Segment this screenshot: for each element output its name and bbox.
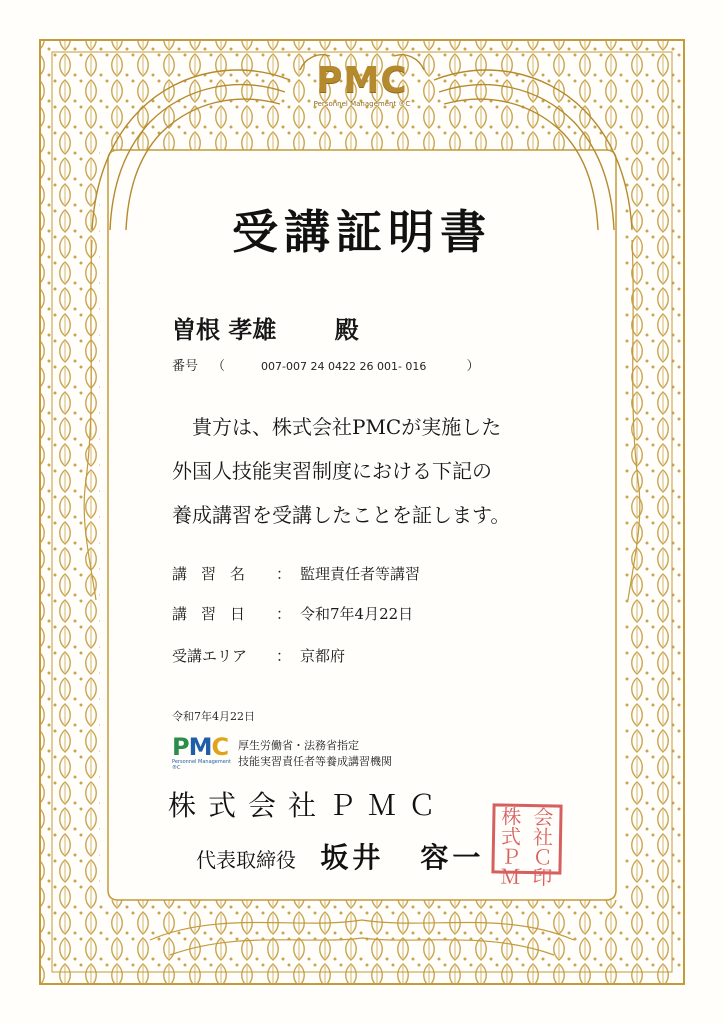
recipient-name: 曽根 孝雄: [172, 315, 277, 344]
authorization-line-2: 技能実習責任者等養成講習機関: [238, 755, 392, 768]
issuer-logo-c: C: [211, 733, 229, 761]
course-name-value: 監理責任者等講習: [300, 565, 421, 583]
body-line-2: 外国人技能実習制度における下記の: [172, 459, 492, 483]
body-line-1: 貴方は、株式会社PMCが実施した: [192, 415, 502, 439]
course-name-label: 講習名: [172, 565, 260, 583]
certificate-number-close: ）: [466, 359, 480, 374]
header-logo-subtitle: Personnel Management ®C: [313, 100, 411, 108]
area-label: 受講エリア: [172, 647, 248, 665]
course-date-row: [172, 603, 413, 624]
course-name-colon: ：: [276, 565, 292, 583]
representative-given-name: 容一: [420, 841, 485, 874]
certificate-number-label: 番号: [172, 359, 199, 374]
issuer-logo: [172, 733, 232, 771]
area-row: [172, 645, 345, 666]
certificate-body: [172, 405, 572, 537]
area-colon: ：: [276, 647, 292, 665]
representative-title: 代表取締役: [196, 848, 296, 872]
body-line-3: 養成講習を受講したことを証します。: [172, 503, 511, 527]
certificate-number-open: （: [212, 359, 226, 374]
representative: [196, 836, 484, 876]
course-date-value: 令和7年4月22日: [300, 605, 414, 623]
certificate-title: 受講証明書: [232, 205, 492, 259]
certificate-number-value: 007-007 24 0422 26 001- 016: [261, 360, 427, 373]
issuer-logo-subtitle: Personnel Management ®C: [172, 759, 231, 771]
issuer-logo-m: M: [188, 733, 212, 761]
issuer-logo-mark: [172, 735, 232, 759]
course-date-label: 講習日: [172, 605, 260, 623]
certificate-number: [172, 355, 479, 374]
representative-name: [320, 841, 484, 874]
area-value: 京都府: [300, 647, 346, 665]
issue-date: 令和7年4月22日: [172, 710, 255, 723]
recipient-line: [172, 310, 359, 345]
company-seal: [491, 803, 562, 890]
seal-char-1: 株式: [500, 804, 522, 849]
issuer-logo-p: P: [172, 733, 189, 761]
representative-surname: 坂井: [320, 841, 385, 874]
course-date-colon: ：: [276, 605, 292, 623]
company-name: 株式会社ＰＭＣ: [168, 789, 449, 822]
recipient-honorific: 殿: [334, 315, 359, 344]
authorization-line-1: 厚生労働省・法務省指定: [238, 739, 359, 752]
seal-char-2: 会社: [532, 805, 554, 850]
authorization-text: [238, 738, 392, 770]
seal-char-4: Ｃ印: [532, 845, 553, 890]
course-name-row: [172, 563, 420, 584]
header-logo: [302, 62, 422, 112]
seal-char-3: ＰＭ: [500, 844, 521, 889]
header-logo-mark: PMC: [316, 60, 408, 101]
